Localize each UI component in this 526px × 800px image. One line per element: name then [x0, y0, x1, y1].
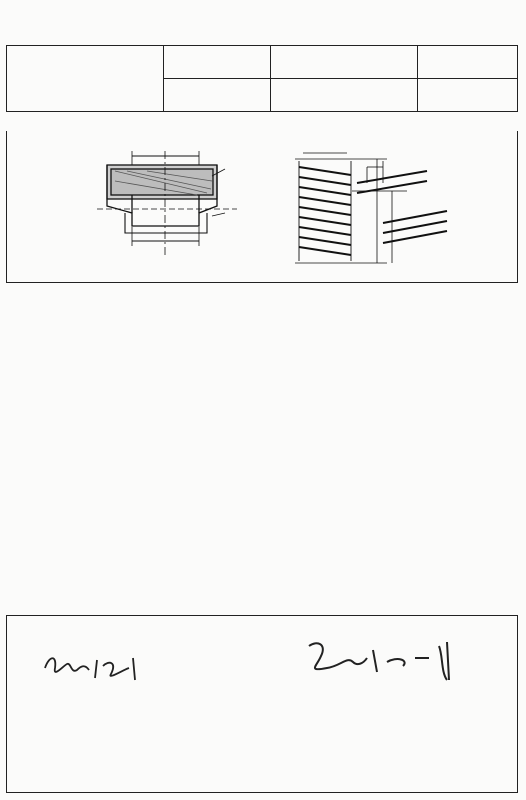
header-table [6, 45, 518, 112]
valve-drawing-svg [7, 131, 517, 281]
signature-left [37, 646, 147, 686]
type-value [418, 79, 518, 112]
valve-section [97, 151, 237, 256]
serial-label [271, 46, 418, 79]
serial-value [271, 79, 418, 112]
signature-right [297, 636, 477, 686]
protocol-value [164, 79, 271, 112]
technical-drawing [6, 131, 518, 283]
protocol-label [164, 46, 271, 79]
type-label [418, 46, 518, 79]
company-cell [7, 46, 164, 112]
signature-area [6, 615, 518, 793]
spring-drawing [295, 153, 447, 263]
